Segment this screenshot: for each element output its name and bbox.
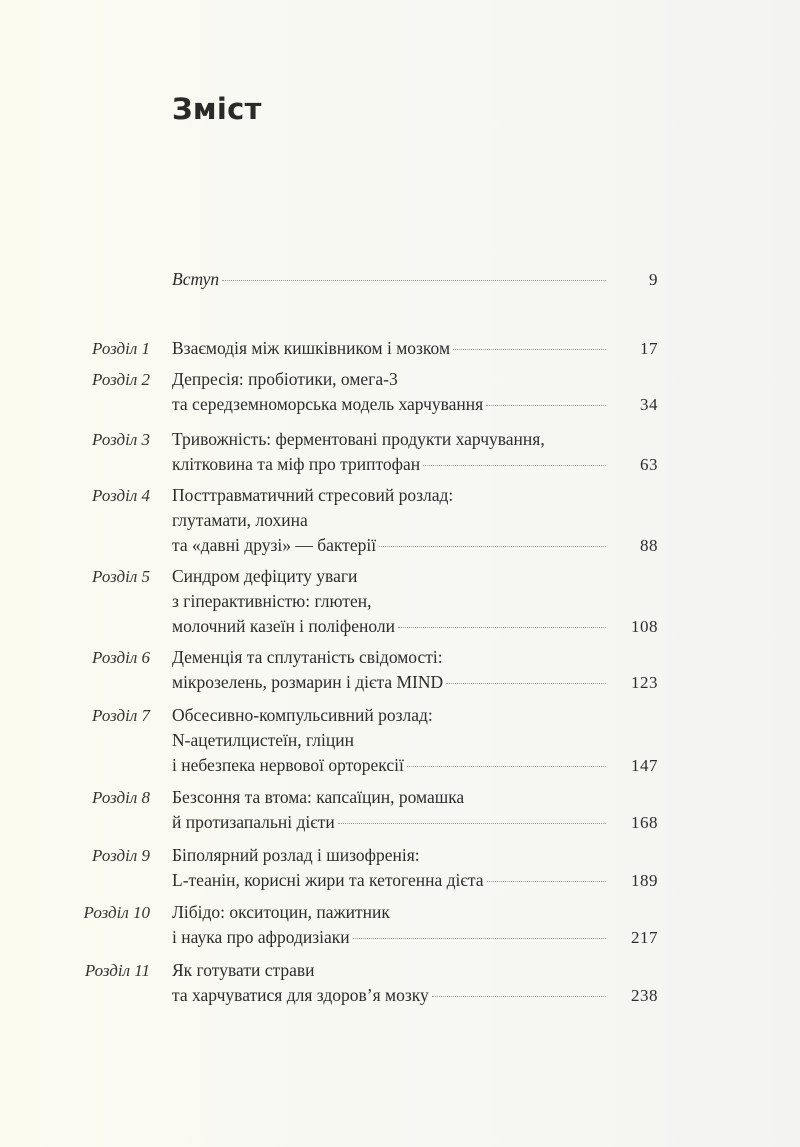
entry-title-line: та харчуватися для здоров’я мозку	[172, 985, 429, 1005]
page-number: 9	[649, 270, 658, 289]
entry-title-line: N-ацетилцистеїн, гліцин	[172, 730, 354, 750]
dot-leader	[487, 880, 606, 882]
entry-title-line: з гіперактивністю: глютен,	[172, 591, 372, 611]
entry-title-line: Синдром дефіциту уваги	[172, 566, 358, 586]
entry-title	[172, 843, 606, 893]
entry-title-line: і небезпека нервової орторексії	[172, 755, 404, 775]
page-number: 168	[631, 813, 658, 832]
page-number: 217	[631, 928, 658, 947]
entry-title-line: Як готувати страви	[172, 960, 315, 980]
page-number: 108	[631, 617, 658, 636]
entry-title-line: мікрозелень, розмарин і дієта MIND	[172, 672, 444, 692]
dot-leader	[432, 995, 606, 997]
entry-title	[172, 958, 606, 1008]
page-number: 238	[631, 986, 658, 1005]
entry-title	[172, 645, 606, 695]
dot-leader	[398, 626, 606, 628]
entry-title-line: клітковина та міф про триптофан	[172, 454, 421, 474]
dot-leader	[379, 545, 606, 547]
entry-title	[172, 564, 606, 639]
entry-title-line: Посттравматичний стресовий розлад:	[172, 485, 454, 505]
dot-leader	[338, 822, 606, 824]
chapter-label: Розділ 11	[84, 961, 150, 980]
page-number: 147	[631, 756, 658, 775]
chapter-label: Розділ 4	[92, 486, 150, 505]
dot-leader	[446, 682, 606, 684]
entry-title	[172, 900, 606, 950]
entry-title-line: Деменція та сплутаність свідомості:	[172, 647, 443, 667]
page-number: 189	[631, 871, 658, 890]
entry-title-line: Лібідо: окситоцин, пажитник	[172, 902, 390, 922]
entry-title	[172, 267, 606, 292]
entry-title	[172, 785, 606, 835]
chapter-label: Розділ 7	[92, 706, 150, 725]
entry-title-line: й протизапальні дієти	[172, 812, 335, 832]
dot-leader	[423, 464, 606, 466]
chapter-label: Розділ 10	[83, 903, 150, 922]
entry-title-line: глутамати, лохина	[172, 510, 308, 530]
entry-title-line: Тривожність: ферментовані продукти харчування,	[172, 429, 545, 449]
entry-title-line: L-теанін, корисні жири та кетогенна дієта	[172, 870, 484, 890]
entry-title-line: молочний казеїн і поліфеноли	[172, 616, 395, 636]
entry-title-line: і наука про афродизіаки	[172, 927, 350, 947]
page-number: 88	[640, 536, 658, 555]
chapter-label: Розділ 8	[92, 788, 150, 807]
page-number: 34	[640, 395, 658, 414]
entry-title	[172, 703, 606, 778]
dot-leader	[222, 279, 606, 281]
page-title: Зміст	[172, 92, 262, 126]
dot-leader	[486, 404, 606, 406]
entry-title	[172, 483, 606, 558]
entry-title-line: Взаємодія між кишківником і мозком	[172, 338, 451, 358]
chapter-label: Розділ 1	[92, 339, 150, 358]
entry-title-line: та «давні друзі» — бактерії	[172, 535, 377, 555]
entry-title	[172, 367, 606, 417]
entry-title-line: Вступ	[172, 269, 220, 289]
entry-title-line: Обсесивно-компульсивний розлад:	[172, 705, 433, 725]
entry-title-line: Депресія: пробіотики, омега-3	[172, 369, 398, 389]
chapter-label: Розділ 2	[92, 370, 150, 389]
chapter-label: Розділ 5	[92, 567, 150, 586]
entry-title	[172, 336, 606, 361]
chapter-label: Розділ 9	[92, 846, 150, 865]
dot-leader	[353, 937, 606, 939]
entry-title-line: Біполярний розлад і шизофренія:	[172, 845, 420, 865]
chapter-label: Розділ 3	[92, 430, 150, 449]
dot-leader	[453, 348, 606, 350]
page-number: 63	[640, 455, 658, 474]
page-number: 17	[640, 339, 658, 358]
entry-title-line: та середземноморська модель харчування	[172, 394, 484, 414]
page-number: 123	[631, 673, 658, 692]
dot-leader	[407, 765, 606, 767]
entry-title	[172, 427, 606, 477]
entry-title-line: Безсоння та втома: капсаїцин, ромашка	[172, 787, 465, 807]
chapter-label: Розділ 6	[92, 648, 150, 667]
